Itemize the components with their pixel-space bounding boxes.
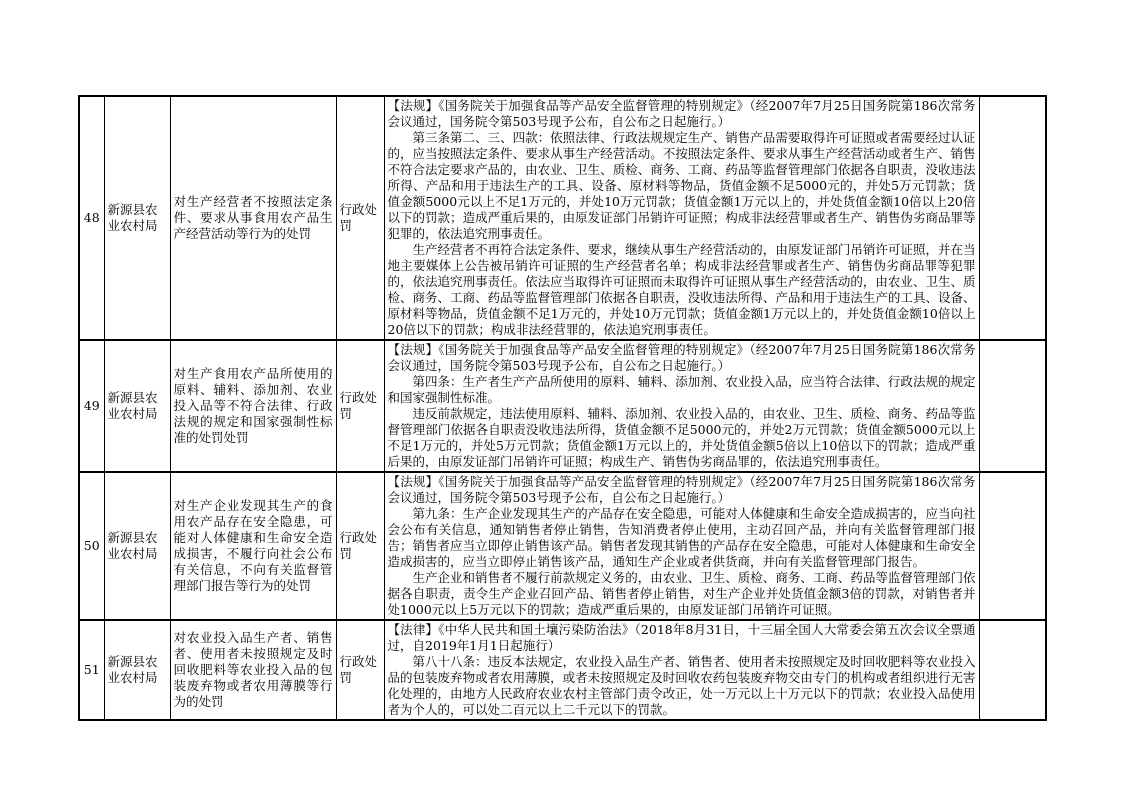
- legal-basis-paragraph: 生产经营者不再符合法定条件、要求，继续从事生产经营活动的，由原发证部门吊销许可证照，并在当地主要媒体上公告被吊销许可证照的生产经营者名单；构成非法经营罪或者生产、销售伪劣商品罪等犯罪的，依法追究刑事责任。依法应当取得许可证照而未取得许可证照从事生产经营活动的，由农业、卫生、质检、商务、工商、药品等监督管理部门依据各自职责，没收违法所得、产品和用于违法生产的工具、设备、原材料等物品，货值金额不足1万元的，并处10万元罚款；货值金额1万元以上的，并处货值金额10倍以上20倍以下的罚款；构成非法经营罪的，依法追究刑事责任。: [387, 242, 976, 337]
- legal-basis-paragraph: 生产企业和销售者不履行前款规定义务的，由农业、卫生、质检、商务、工商、药品等监督管理部门依据各自职责，责令生产企业召回产品、销售者停止销售，对生产企业并处货值金额3倍的罚款，对销售者并处1000元以上5万元以下的罚款；造成严重后果的，由原发证部门吊销许可证照。: [387, 570, 976, 617]
- penalty-matter-cell: 对农业投入品生产者、销售者、使用者未按照规定及时回收肥料等农业投入品的包装废弃物或者农用薄膜等行为的处罚: [170, 620, 336, 720]
- remark-cell: [979, 340, 1046, 472]
- remark-cell: [979, 472, 1046, 620]
- penalty-matter-cell: 对生产经营者不按照法定条件、要求从事食用农产品生产经营活动等行为的处罚: [170, 96, 336, 340]
- legal-basis-paragraph: 【法律】《中华人民共和国土壤污染防治法》（2018年8月31日，十三届全国人大常委会第五次会议全票通过，自2019年1月1日起施行）: [387, 622, 976, 653]
- legal-basis-paragraph: 【法规】《国务院关于加强食品等产品安全监督管理的特别规定》（经2007年7月25日国务院第186次常务会议通过，国务院令第503号现予公布，自公布之日起施行。）: [387, 474, 976, 505]
- penalty-matter-cell: 对生产食用农产品所使用的原料、辅料、添加剂、农业投入品等不符合法律、行政法规的规定和国家强制性标准的处罚处罚: [170, 340, 336, 472]
- legal-basis-paragraph: 第四条：生产者生产产品所使用的原料、辅料、添加剂、农业投入品，应当符合法律、行政法规的规定和国家强制性标准。: [387, 374, 976, 405]
- legal-basis-cell: [384, 620, 979, 720]
- table-row: [79, 472, 1046, 620]
- row-number: 50: [79, 472, 104, 620]
- legal-basis-cell: [384, 96, 979, 340]
- legal-basis-cell: [384, 472, 979, 620]
- penalty-type-cell: 行政处罚: [336, 472, 384, 620]
- penalty-table: [78, 95, 1047, 721]
- legal-basis-paragraph: 违反前款规定，违法使用原料、辅料、添加剂、农业投入品的，由农业、卫生、质检、商务、药品等监督管理部门依据各自职责没收违法所得，货值金额不足5000元的，并处2万元罚款；货值金额5000元以上不足1万元的，并处5万元罚款；货值金额1万元以上的，并处货值金额5倍以上10倍以下的罚款；造成严重后果的，由原发证部门吊销许可证照；构成生产、销售伪劣商品罪的，依法追究刑事责任。: [387, 406, 976, 469]
- legal-basis-paragraph: 【法规】《国务院关于加强食品等产品安全监督管理的特别规定》（经2007年7月25日国务院第186次常务会议通过，国务院令第503号现予公布，自公布之日起施行。）: [387, 342, 976, 373]
- legal-basis-paragraph: 第九条：生产企业发现其生产的产品存在安全隐患，可能对人体健康和生命安全造成损害的，应当向社会公布有关信息，通知销售者停止销售，告知消费者停止使用，主动召回产品，并向有关监督管理部门报告；销售者应当立即停止销售该产品。销售者发现其销售的产品存在安全隐患，可能对人体健康和生命安全造成损害的，应当立即停止销售该产品，通知生产企业或者供货商，并向有关监督管理部门报告。: [387, 506, 976, 569]
- remark-cell: [979, 96, 1046, 340]
- penalty-type-cell: 行政处罚: [336, 620, 384, 720]
- remark-cell: [979, 620, 1046, 720]
- agency-cell: 新源县农业农村局: [104, 340, 170, 472]
- agency-cell: 新源县农业农村局: [104, 620, 170, 720]
- penalty-type-cell: 行政处罚: [336, 340, 384, 472]
- table-row: [79, 96, 1046, 340]
- legal-basis-paragraph: 第三条第二、三、四款：依照法律、行政法规规定生产、销售产品需要取得许可证照或者需要经过认证的，应当按照法定条件、要求从事生产经营活动。不按照法定条件、要求从事生产经营活动或者生产、销售不符合法定要求产品的，由农业、卫生、质检、商务、工商、药品等监督管理部门依据各自职责，没收违法所得、产品和用于违法生产的工具、设备、原材料等物品，货值金额不足5000元的，并处5万元罚款；货值金额5000元以上不足1万元的，并处10万元罚款；货值金额1万元以上的，并处货值金额10倍以上20倍以下的罚款；造成严重后果的，由原发证部门吊销许可证照；构成非法经营罪或者生产、销售伪劣商品罪等犯罪的，依法追究刑事责任。: [387, 130, 976, 241]
- table-row: [79, 620, 1046, 720]
- row-number: 49: [79, 340, 104, 472]
- table-row: [79, 340, 1046, 472]
- agency-cell: 新源县农业农村局: [104, 472, 170, 620]
- penalty-matter-cell: 对生产企业发现其生产的食用农产品存在安全隐患，可能对人体健康和生命安全造成损害，不履行向社会公布有关信息，不向有关监督管理部门报告等行为的处罚: [170, 472, 336, 620]
- legal-basis-cell: [384, 340, 979, 472]
- legal-basis-paragraph: 第八十八条：违反本法规定，农业投入品生产者、销售者、使用者未按照规定及时回收肥料等农业投入品的包装废弃物或者农用薄膜，或者未按照规定及时回收农药包装废弃物交由专门的机构或者组织进行无害化处理的，由地方人民政府农业农村主管部门责令改正，处一万元以上十万元以下的罚款；农业投入品使用者为个人的，可以处二百元以上二千元以下的罚款。: [387, 654, 976, 717]
- legal-basis-paragraph: 【法规】《国务院关于加强食品等产品安全监督管理的特别规定》（经2007年7月25日国务院第186次常务会议通过，国务院令第503号现予公布，自公布之日起施行。）: [387, 98, 976, 129]
- row-number: 48: [79, 96, 104, 340]
- row-number: 51: [79, 620, 104, 720]
- penalty-type-cell: 行政处罚: [336, 96, 384, 340]
- agency-cell: 新源县农业农村局: [104, 96, 170, 340]
